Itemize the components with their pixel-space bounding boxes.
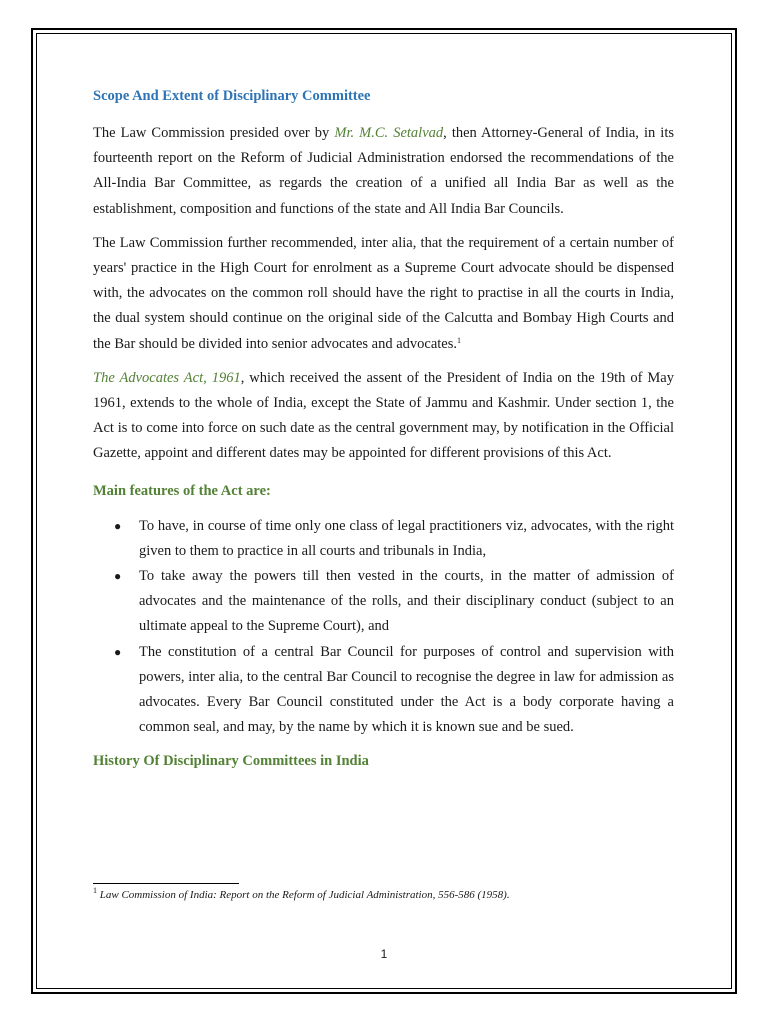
citation-setalvad: Mr. M.C. Setalvad (334, 125, 444, 141)
bullet-icon: ● (114, 518, 122, 533)
bullet-icon: ● (114, 644, 122, 659)
list-item-text: To have, in course of time only one class of legal practitioners viz, advocates, with the right given to them to practice in all courts and tribunals in India, (139, 517, 674, 559)
document-body (93, 86, 674, 772)
footnote (93, 887, 510, 903)
bullet-icon: ● (114, 569, 122, 584)
section-heading-main-features: Main features of the Act are: (93, 482, 271, 499)
footnote-separator (93, 883, 239, 884)
paragraph-text: , then Attorney-General of India, in its fourteenth report on the Reform of Judicial Administration endorsed the recommendations of the All-India Bar Committee, as regards the creation of a unified all India Bar as well as the establishment, composition and functions of the state and All India Bar Councils. (93, 125, 674, 217)
page-number: 1 (380, 947, 388, 961)
list-item (93, 514, 674, 564)
features-list (93, 514, 674, 741)
paragraph-text: , which received the assent of the President of India on the 19th of May 1961, extends to the whole of India, except the State of Jammu and Kashmir. Under section 1, the Act is to come into force on such date as the central government may, by notification in the Official Gazette, appoint and different dates may be appointed for different provisions of this Act. (93, 369, 674, 462)
paragraph-text: The Law Commission further recommended, inter alia, that the requirement of a certain number of years' practice in the High Court for enrolment as a Supreme Court advocate should be dispensed with, the advocates on the common roll should have the right to practise in all the courts in India, the dual system should continue on the original side of the Calcutta and Bombay High Courts and the Bar should be divided into senior advocates and advocates. (93, 234, 674, 352)
paragraph-text: The Law Commission presided over by (93, 125, 335, 141)
footnote-reference[interactable]: 1 (457, 335, 462, 345)
list-item (93, 564, 674, 640)
paragraph-recommendations (93, 231, 674, 357)
list-item-text: The constitution of a central Bar Council for purposes of control and supervision with powers, inter alia, to the central Bar Council to recognise the degree in law for admission as advocates. Every Bar Council constituted under the Act is a body corporate having a common seal, and may, by the name by which it is known sue and be sued. (139, 643, 674, 736)
list-item-text: To take away the powers till then vested in the courts, in the matter of admission of advocates and the maintenance of the rolls, and their disciplinary conduct (subject to an ultimate appeal to the Supreme Court), and (139, 568, 674, 635)
paragraph-law-commission (93, 121, 674, 222)
list-item (93, 640, 674, 741)
paragraph-advocates-act (93, 366, 674, 467)
footnote-number: 1 (93, 886, 97, 895)
section-heading-history: History Of Disciplinary Committees in India (93, 753, 369, 770)
footnote-text: Law Commission of India: Report on the Reform of Judicial Administration, 556-586 (1958). (99, 889, 510, 901)
citation-advocates-act: The Advocates Act, 1961 (93, 369, 241, 386)
section-heading-scope: Scope And Extent of Disciplinary Committee (93, 88, 371, 104)
